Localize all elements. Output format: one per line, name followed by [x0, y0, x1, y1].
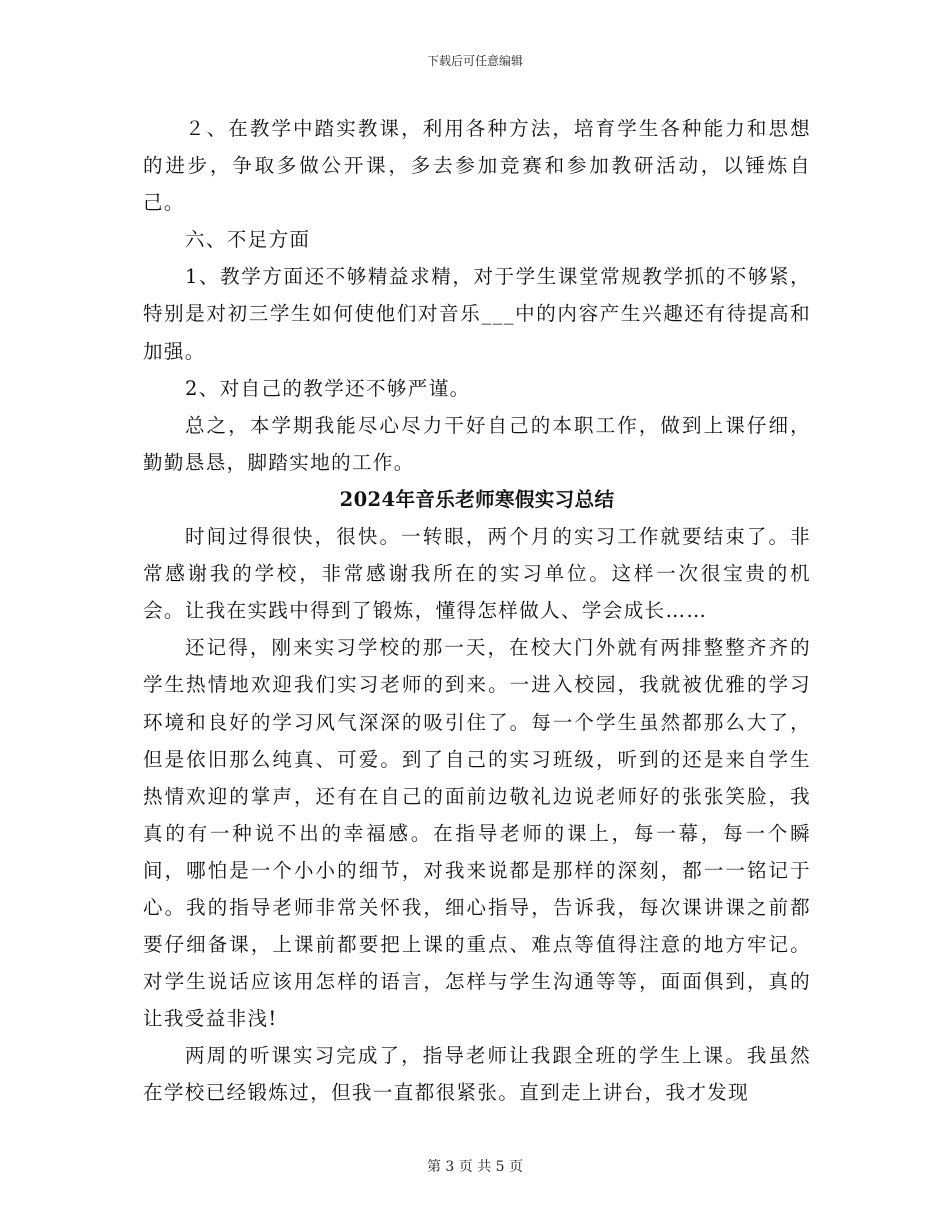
document-body [143, 110, 811, 1112]
paragraph-conclusion: 总之，本学期我能尽心尽力干好自己的本职工作，做到上课仔细，勤勤恳恳，脚踏实地的工作。 [143, 413, 811, 474]
page-header-note: 下载后可任意编辑 [426, 54, 523, 68]
paragraph-teaching-practice: 两周的听课实习完成了，指导老师让我跟全班的学生上课。我虽然在学校已经锻炼过，但我一直都很紧张。直到走上讲台，我才发现 [143, 1044, 811, 1105]
paragraph-shortcoming-2: 2、对自己的教学还不够严谨。 [185, 376, 471, 400]
section-heading-shortcomings: 六、不足方面 [185, 228, 311, 252]
document-title: 2024年音乐老师寒假实习总结 [339, 487, 615, 511]
paragraph-teaching-plan: ２、在教学中踏实教课，利用各种方法，培育学生各种能力和思想的进步，争取多做公开课，多去参加竞赛和参加教研活动，以锤炼自己。 [143, 117, 811, 215]
paragraph-intro: 时间过得很快，很快。一转眼，两个月的实习工作就要结束了。非常感谢我的学校，非常感谢我所在的实习单位。这样一次很宝贵的机会。让我在实践中得到了锻炼，懂得怎样做人、学会成长…… [143, 525, 811, 623]
page-number: 第 3 页 共 5 页 [426, 1159, 524, 1175]
paragraph-first-day: 还记得，刚来实习学校的那一天，在校大门外就有两排整整齐齐的学生热情地欢迎我们实习老师的到来。一进入校园，我就被优雅的学习环境和良好的学习风气深深的吸引住了。每一个学生虽然都那么大了，但是依旧那么纯真、可爱。到了自己的实习班级，听到的还是来自学生热情欢迎的掌声，还有在自己的面前边敬礼边说老师好的张张笑脸，我真的有一种说不出的幸福感。在指导老师的课上，每一幕，每一个瞬间，哪怕是一个小小的细节，对我来说都是那样的深刻，都一一铭记于心。我的指导老师非常关怀我，细心指导，告诉我，每次课讲课之前都要仔细备课，上课前都要把上课的重点、难点等值得注意的地方牢记。对学生说话应该用怎样的语言，怎样与学生沟通等等，面面俱到，真的让我受益非浅! [143, 636, 811, 1031]
paragraph-shortcoming-1: 1、教学方面还不够精益求精，对于学生课堂常规教学抓的不够紧，特别是对初三学生如何使他们对音乐___中的内容产生兴趣还有待提高和加强。 [143, 265, 811, 363]
